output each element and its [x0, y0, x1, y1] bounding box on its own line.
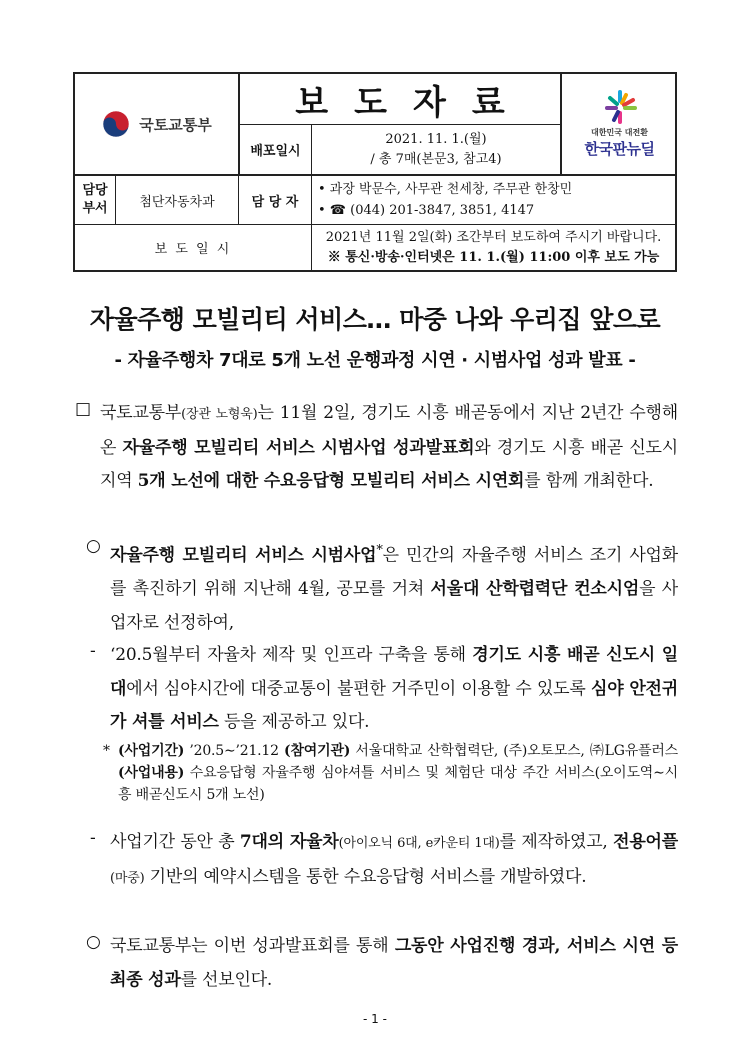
brand-subtitle: 대한민국 대전환 [591, 128, 648, 137]
footnote-marker: * [103, 743, 110, 759]
paragraph-3: ‘20.5월부터 자율차 제작 및 인프라 구축을 통해 경기도 시흥 배곧 신도시 일대에서 심야시간에 대중교통이 불편한 거주민이 이용할 수 있도록 심야 안전귀가 셔틀 서비스 등을 제공하고 있다. [110, 645, 678, 732]
press-release-header [73, 72, 677, 272]
release-label: 보 도 일 시 [154, 242, 232, 257]
dash-bullet: - [90, 641, 96, 661]
distribution-date: 2021. 11. 1.(월) [385, 131, 487, 147]
department-label: 담당부서 [82, 183, 108, 216]
brand-name: 한국판뉴딜 [584, 140, 655, 158]
release-line-1: 2021년 11월 2일(화) 조간부터 보도하여 주시기 바랍니다. [325, 229, 662, 245]
paragraph-5: 국토교통부는 이번 성과발표회를 통해 그동안 사업진행 경과, 서비스 시연 등 최종 성과를 선보인다. [110, 936, 678, 990]
headline: 자율주행 모빌리티 서비스… 마중 나와 우리집 앞으로 [89, 305, 661, 334]
release-info [312, 225, 675, 270]
taegeuk-emblem-icon [101, 109, 131, 139]
distribution-pages: / 총 7매(본문3, 참고4) [370, 151, 502, 167]
distribution-info [312, 125, 560, 174]
contact-label: 담 당 자 [251, 194, 299, 210]
square-bullet: □ [75, 399, 92, 419]
department-value: 첨단자동차과 [139, 194, 215, 210]
release-line-2: ※ 통신·방송·인터넷은 11. 1.(월) 11:00 이후 보도 가능 [327, 249, 660, 265]
contact-people: • 과장 박문수, 사무관 천세창, 주무관 한창민 [318, 182, 573, 197]
paragraph-1: 국토교통부(장관 노형욱)는 11월 2일, 경기도 시흥 배곧동에서 지난 2년간 수행해 온 자율주행 모빌리티 서비스 시범사업 성과발표회와 경기도 시흥 배곧 신도시 지역 5개 노선에 대한 수요응답형 모빌리티 서비스 시연회를 함께 개최한다. [100, 403, 678, 491]
contact-info [312, 176, 675, 224]
contact-phone: • ☎ (044) 201-3847, 3851, 4147 [318, 203, 535, 218]
distribution-label: 배포일시 [250, 144, 301, 159]
ministry-logo [75, 74, 238, 174]
circle-bullet: ○ [86, 536, 101, 556]
circle-bullet: ○ [86, 932, 101, 952]
paragraph-4: 사업기간 동안 총 7대의 자율차(아이오닉 6대, e카운티 1대)를 제작하였고, 전용어플(마중) 기반의 예약시스템을 통한 수요응답형 서비스를 개발하였다. [110, 832, 678, 887]
dash-bullet: - [90, 828, 96, 848]
footnote: (사업기간) ’20.5∼’21.12 (참여기관) 서울대학교 산학협력단, (주)오토모스, ㈜LG유플러스 (사업내용) 수요응답형 자율주행 심야셔틀 서비스 및 체험단 대상 주간 서비스(오이도역∼시흥 배곧신도시 5개 노선) [118, 743, 679, 803]
new-deal-emblem-icon [602, 89, 638, 125]
paragraph-2: 자율주행 모빌리티 서비스 시범사업*은 민간의 자율주행 서비스 조기 사업화를 촉진하기 위해 지난해 4월, 공모를 거쳐 서울대 산학렵력단 컨소시엄을 사업자로 선정하여, [110, 543, 678, 633]
page-number: - 1 - [363, 1012, 387, 1026]
document-title: 보도자료 [295, 82, 531, 123]
subheadline: - 자율주행차 7대로 5개 노선 운행과정 시연 · 시범사업 성과 발표 - [114, 350, 636, 371]
new-deal-logo [562, 74, 677, 174]
ministry-name: 국토교통부 [139, 115, 212, 134]
